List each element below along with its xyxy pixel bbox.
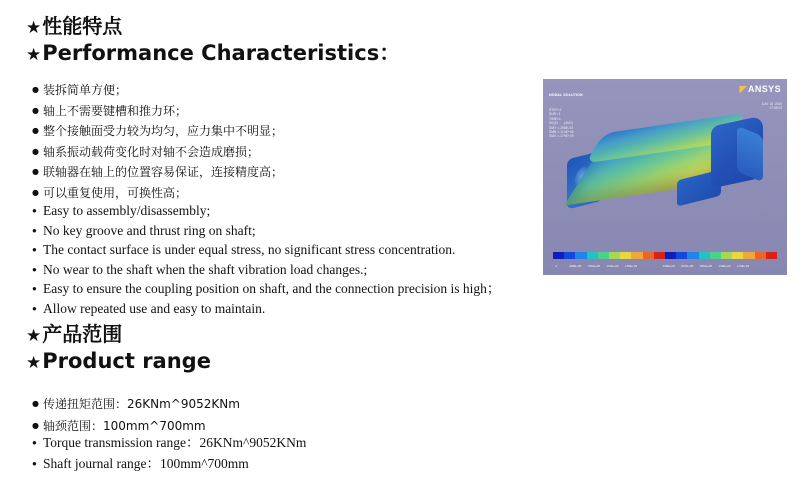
list-item: [32, 162, 283, 183]
bullet-icon: ●: [32, 206, 37, 215]
product-range-heading-cn-text: 产品范围: [42, 322, 123, 346]
list-item: [32, 260, 500, 280]
performance-heading-cn: [26, 14, 400, 39]
legend-tick: .119E+09: [605, 264, 619, 268]
list-item-label: 可以重复使用，可换性高；: [43, 185, 188, 200]
list-item-label: 轴系振动载荷变化时对轴不会造成磨损；: [43, 144, 260, 159]
bullet-icon: ●: [32, 225, 37, 235]
bullet-icon: ●: [32, 187, 39, 197]
performance-list-en: [32, 201, 500, 318]
product-range-heading: [26, 322, 211, 375]
list-item-label: Easy to ensure the coupling position on shaft, and the connection precision is high；: [43, 281, 501, 296]
bullet-icon: ●: [32, 146, 39, 156]
performance-heading: [26, 14, 400, 67]
fea-info-left-text: STEP=1 SUB =1 TIME=1 SEQV (AVG) DMX =.298E-03 SMN =.114E+06 SMX =.179E+09: [549, 108, 574, 139]
ansys-mark-icon: ◤: [739, 84, 747, 94]
bullet-icon: ●: [32, 85, 39, 94]
bullet-icon: ●: [32, 421, 39, 430]
list-item: [32, 279, 500, 299]
bullet-icon: ●: [32, 459, 37, 468]
star-icon: ★: [26, 353, 42, 373]
list-item: [32, 393, 240, 415]
bullet-icon: ●: [32, 126, 39, 135]
list-item-label: The contact surface is under equal stress, no significant stress concentration.: [43, 242, 456, 257]
list-item: [32, 432, 306, 453]
bullet-icon: ●: [32, 303, 37, 313]
ansys-logo: [740, 84, 781, 95]
legend-tick: .398E+08: [568, 264, 582, 268]
list-item-label: 装拆简单方便；: [43, 83, 128, 97]
star-icon: ★: [26, 45, 42, 65]
bullet-icon: ●: [32, 245, 37, 254]
list-item-label: 整个接触面受力较为均匀，应力集中不明显；: [43, 124, 284, 138]
list-item: [32, 240, 500, 260]
legend-tick: .179E+09: [736, 264, 750, 268]
bullet-icon: ●: [32, 264, 37, 274]
fea-legend-left: [553, 252, 665, 259]
product-range-list-cn: [32, 393, 240, 437]
bullet-icon: ●: [32, 105, 39, 115]
legend-tick: .597E+08: [680, 264, 694, 268]
list-item-label: 联轴器在轴上的位置容易保证，连接精度高；: [43, 165, 284, 179]
fea-analysis-image: [543, 79, 787, 275]
list-item: [32, 299, 500, 319]
product-range-heading-en: [26, 348, 211, 375]
list-item: [32, 80, 283, 101]
performance-heading-en: [26, 40, 400, 67]
list-item-label: 轴上不需要键槽和推力环；: [43, 103, 188, 118]
list-item-label: 轴颈范围：100mm^700mm: [43, 419, 206, 433]
list-item-label: 传递扭矩范围：26KNm^9052KNm: [43, 397, 240, 411]
list-item: [32, 221, 500, 241]
fea-legend-right: [665, 252, 777, 259]
legend-tick: .995E+08: [699, 264, 712, 268]
bullet-icon: ●: [32, 438, 37, 447]
legend-tick: 0: [555, 264, 558, 268]
product-range-list-en: [32, 432, 306, 474]
list-item-label: No wear to the shaft when the shaft vibration load changes.;: [43, 261, 368, 277]
performance-list-cn: [32, 80, 283, 203]
product-range-heading-en-text: Product range: [42, 349, 211, 373]
list-item: [32, 201, 500, 221]
list-item: [32, 101, 283, 122]
ansys-logo-text: ANSYS: [747, 84, 781, 94]
legend-tick: .796E+08: [587, 264, 600, 268]
legend-tick: .199E+08: [661, 264, 675, 268]
list-item: [32, 453, 306, 474]
performance-heading-en-text: Performance Characteristics：: [42, 41, 401, 65]
fea-model-drawing: [561, 115, 771, 235]
list-item: [32, 142, 283, 163]
bullet-icon: ●: [32, 284, 37, 293]
list-item-label: No key groove and thrust ring on shaft;: [43, 222, 256, 238]
product-range-heading-cn: [26, 322, 211, 347]
fea-legend-left-ticks: [547, 264, 671, 268]
bullet-icon: ●: [32, 399, 39, 408]
fea-legend-right-ticks: [659, 264, 783, 268]
performance-heading-cn-text: 性能特点: [42, 14, 123, 38]
list-item-label: Torque transmission range：26KNm^9052KNm: [43, 435, 307, 450]
star-icon: ★: [26, 326, 42, 346]
fea-info-right: JUN 18 2009 07:58:03: [761, 102, 782, 111]
list-item: [32, 183, 283, 204]
list-item-label: Allow repeated use and easy to maintain.: [43, 300, 266, 316]
list-item-label: Shaft journal range：100mm^700mm: [43, 456, 249, 471]
star-icon: ★: [26, 18, 42, 38]
fea-info-title: NODAL SOLUTION: [549, 92, 583, 97]
legend-tick: .159E+09: [624, 264, 638, 268]
legend-tick: .139E+09: [717, 264, 731, 268]
list-item-label: Easy to assembly/disassembly;: [43, 203, 211, 218]
bullet-icon: ●: [32, 167, 39, 176]
list-item: [32, 121, 283, 142]
